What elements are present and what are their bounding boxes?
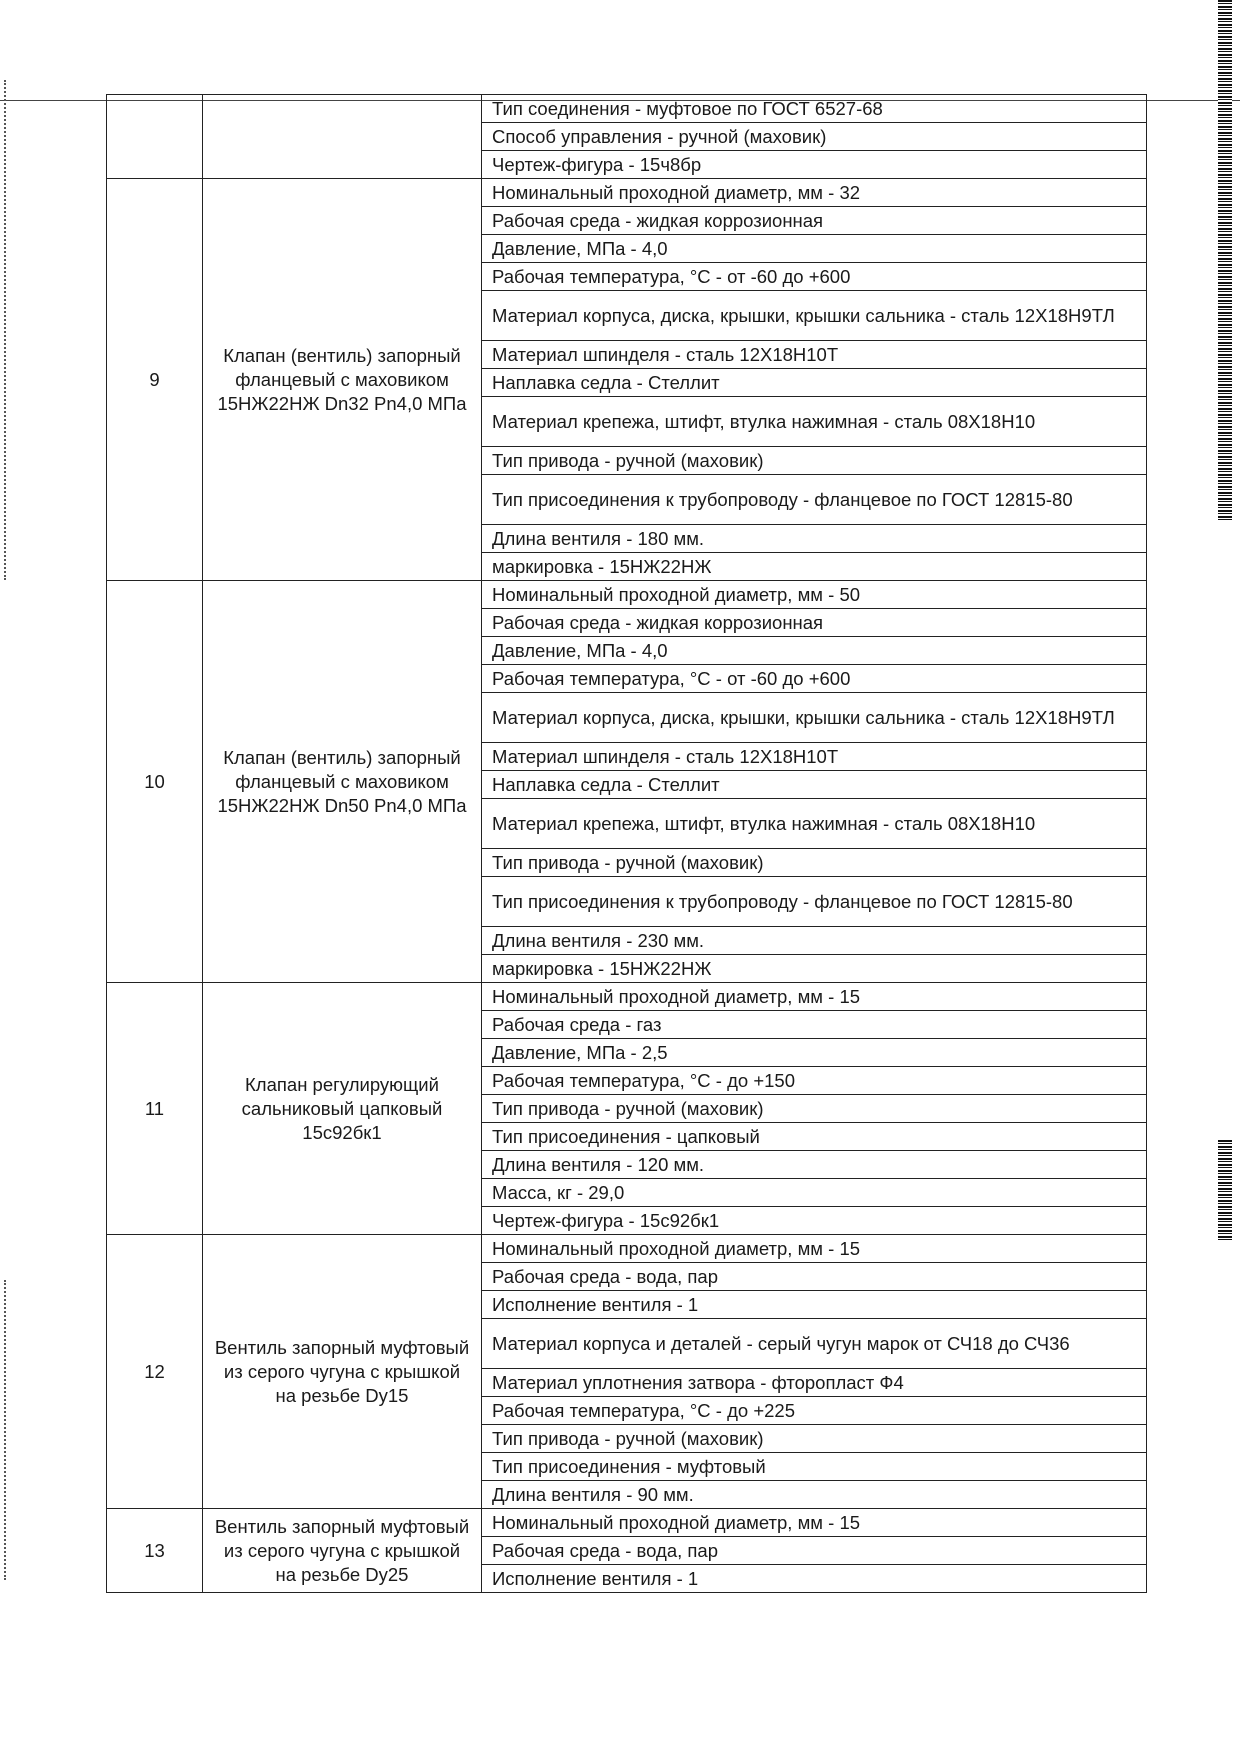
item-parameter-cell: Материал корпуса, диска, крышки, крышки сальника - сталь 12Х18Н9ТЛ (482, 291, 1147, 341)
item-parameter-cell: Длина вентиля - 180 мм. (482, 525, 1147, 553)
item-parameter-cell: Давление, МПа - 4,0 (482, 235, 1147, 263)
item-parameter-cell: Тип привода - ручной (маховик) (482, 849, 1147, 877)
item-parameter-cell: Масса, кг - 29,0 (482, 1179, 1147, 1207)
item-name-cell: Клапан (вентиль) запорный фланцевый с маховиком 15НЖ22НЖ Dn50 Pn4,0 МПа (203, 581, 482, 983)
item-parameter-cell: Материал крепежа, штифт, втулка нажимная - сталь 08Х18Н10 (482, 799, 1147, 849)
item-parameter-cell: Исполнение вентиля - 1 (482, 1291, 1147, 1319)
item-parameter-cell: Тип соединения - муфтовое по ГОСТ 6527-68 (482, 95, 1147, 123)
item-parameter-cell: Тип присоединения к трубопроводу - фланцевое по ГОСТ 12815-80 (482, 877, 1147, 927)
item-parameter-cell: Номинальный проходной диаметр, мм - 15 (482, 983, 1147, 1011)
scan-edge-marks (4, 80, 8, 580)
item-parameter-cell: Длина вентиля - 230 мм. (482, 927, 1147, 955)
item-parameter-cell: маркировка - 15НЖ22НЖ (482, 553, 1147, 581)
item-parameter-cell: Длина вентиля - 120 мм. (482, 1151, 1147, 1179)
table-row (107, 581, 1147, 609)
item-parameter-cell: Рабочая температура, °С - от -60 до +600 (482, 263, 1147, 291)
item-parameter-cell: Материал уплотнения затвора - фторопласт Ф4 (482, 1369, 1147, 1397)
item-parameter-cell: Номинальный проходной диаметр, мм - 15 (482, 1235, 1147, 1263)
item-number-cell: 13 (107, 1509, 203, 1593)
item-number-cell (107, 95, 203, 179)
table-row (107, 179, 1147, 207)
item-parameter-cell: Способ управления - ручной (маховик) (482, 123, 1147, 151)
item-parameter-cell: Исполнение вентиля - 1 (482, 1565, 1147, 1593)
item-parameter-cell: Наплавка седла - Стеллит (482, 771, 1147, 799)
scan-edge-marks (4, 1280, 8, 1580)
item-parameter-cell: Рабочая среда - вода, пар (482, 1537, 1147, 1565)
item-name-cell: Клапан (вентиль) запорный фланцевый с маховиком 15НЖ22НЖ Dn32 Pn4,0 МПа (203, 179, 482, 581)
item-parameter-cell: Рабочая температура, °С - до +225 (482, 1397, 1147, 1425)
item-parameter-cell: Тип привода - ручной (маховик) (482, 447, 1147, 475)
item-number-cell: 9 (107, 179, 203, 581)
item-parameter-cell: Номинальный проходной диаметр, мм - 32 (482, 179, 1147, 207)
scan-edge-barcode (1218, 0, 1232, 520)
item-parameter-cell: Чертеж-фигура - 15с92бк1 (482, 1207, 1147, 1235)
item-name-cell: Клапан регулирующий сальниковый цапковый 15с92бк1 (203, 983, 482, 1235)
table-row (107, 95, 1147, 123)
item-parameter-cell: Давление, МПа - 2,5 (482, 1039, 1147, 1067)
item-name-cell: Вентиль запорный муфтовый из серого чугуна с крышкой на резьбе Dy25 (203, 1509, 482, 1593)
item-parameter-cell: Рабочая среда - жидкая коррозионная (482, 609, 1147, 637)
item-parameter-cell: Давление, МПа - 4,0 (482, 637, 1147, 665)
table-row (107, 1509, 1147, 1537)
item-parameter-cell: Материал шпинделя - сталь 12Х18Н10Т (482, 341, 1147, 369)
item-parameter-cell: Материал корпуса и деталей - серый чугун марок от СЧ18 до СЧ36 (482, 1319, 1147, 1369)
specification-table-body (107, 95, 1147, 1593)
item-number-cell: 12 (107, 1235, 203, 1509)
scan-edge-barcode (1218, 1140, 1232, 1240)
item-parameter-cell: Тип привода - ручной (маховик) (482, 1095, 1147, 1123)
item-name-cell: Вентиль запорный муфтовый из серого чугуна с крышкой на резьбе Dy15 (203, 1235, 482, 1509)
item-parameter-cell: Тип присоединения - цапковый (482, 1123, 1147, 1151)
item-parameter-cell: маркировка - 15НЖ22НЖ (482, 955, 1147, 983)
item-parameter-cell: Материал крепежа, штифт, втулка нажимная - сталь 08Х18Н10 (482, 397, 1147, 447)
item-number-cell: 11 (107, 983, 203, 1235)
item-number-cell: 10 (107, 581, 203, 983)
item-parameter-cell: Рабочая среда - газ (482, 1011, 1147, 1039)
table-row (107, 1235, 1147, 1263)
table-row (107, 983, 1147, 1011)
item-parameter-cell: Номинальный проходной диаметр, мм - 15 (482, 1509, 1147, 1537)
item-name-cell (203, 95, 482, 179)
item-parameter-cell: Рабочая среда - жидкая коррозионная (482, 207, 1147, 235)
item-parameter-cell: Материал корпуса, диска, крышки, крышки сальника - сталь 12Х18Н9ТЛ (482, 693, 1147, 743)
item-parameter-cell: Материал шпинделя - сталь 12Х18Н10Т (482, 743, 1147, 771)
item-parameter-cell: Наплавка седла - Стеллит (482, 369, 1147, 397)
item-parameter-cell: Чертеж-фигура - 15ч8бр (482, 151, 1147, 179)
item-parameter-cell: Номинальный проходной диаметр, мм - 50 (482, 581, 1147, 609)
item-parameter-cell: Тип привода - ручной (маховик) (482, 1425, 1147, 1453)
specification-table (106, 94, 1147, 1593)
item-parameter-cell: Тип присоединения - муфтовый (482, 1453, 1147, 1481)
item-parameter-cell: Тип присоединения к трубопроводу - фланцевое по ГОСТ 12815-80 (482, 475, 1147, 525)
item-parameter-cell: Длина вентиля - 90 мм. (482, 1481, 1147, 1509)
item-parameter-cell: Рабочая температура, °С - от -60 до +600 (482, 665, 1147, 693)
item-parameter-cell: Рабочая среда - вода, пар (482, 1263, 1147, 1291)
item-parameter-cell: Рабочая температура, °С - до +150 (482, 1067, 1147, 1095)
